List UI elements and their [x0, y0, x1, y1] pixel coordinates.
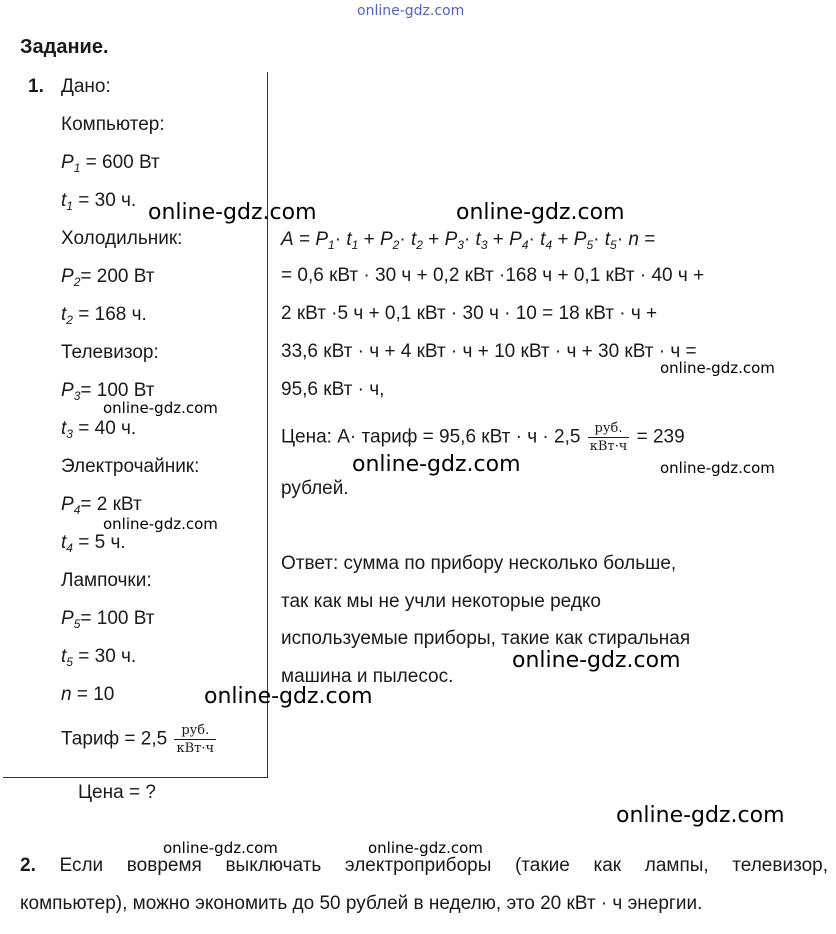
tv-label: Телевизор: — [61, 342, 159, 363]
t1-line: $t_1 = 30$ ч. — [61, 190, 137, 213]
fridge-label: Холодильник: — [61, 228, 183, 249]
watermark: online-gdz.com — [456, 200, 625, 225]
price-unit: рублей. — [281, 478, 349, 499]
find-price: Цена = ? — [78, 782, 156, 803]
t5-line: $t_5 = 30$ ч. — [61, 646, 137, 669]
solution-line-3: 2 кВт ·5 ч + 0,1 кВт · 30 ч · 10 = 18 кВт · ч + — [281, 303, 658, 324]
watermark: online-gdz.com — [368, 839, 483, 857]
p3-line: $P_3= 100$ Вт — [61, 380, 155, 403]
answer-line-4: машина и пылесос. — [281, 666, 454, 687]
given-divider-horizontal — [3, 777, 268, 778]
watermark: online-gdz.com — [616, 803, 785, 828]
lamps-label: Лампочки: — [61, 570, 152, 591]
watermark: online-gdz.com — [103, 399, 218, 417]
watermark: online-gdz.com — [148, 200, 317, 225]
p2-line: $P_2= 200$ Вт — [61, 266, 155, 289]
n-line: n = 10 — [61, 684, 115, 705]
watermark: online-gdz.com — [660, 359, 775, 377]
t4-line: $t_4 = 5$ ч. — [61, 532, 126, 555]
t3-line: $t_3 = 40$ ч. — [61, 418, 137, 441]
tariff-line: Тариф = 2,5 $\frac{\text{руб.}}{\text{кВт·ч}}$ — [61, 723, 215, 756]
solution-line-2: = 0,6 кВт · 30 ч + 0,2 кВт ·168 ч + 0,1 кВт · 40 ч + — [281, 265, 705, 286]
solution-line-4: 33,6 кВт · ч + 4 кВт · ч + 10 кВт · ч + 30 кВт · ч = — [281, 341, 697, 362]
p5-line: $P_5= 100$ Вт — [61, 608, 155, 631]
task2-line-2: компьютер), можно экономить до 50 рублей в неделю, это 20 кВт · ч энергии. — [20, 893, 703, 914]
kettle-label: Электрочайник: — [61, 456, 200, 477]
price-unit-fraction: $\frac{\text{руб.}}{\text{кВт·ч}}$ — [589, 421, 628, 454]
given-divider-vertical — [267, 72, 268, 778]
answer-line-2: так как мы не учли некоторые редко — [281, 591, 602, 612]
watermark: online-gdz.com — [660, 459, 775, 477]
t2-line: $t_2 = 168$ ч. — [61, 304, 147, 327]
answer-line-3: используемые приборы, такие как стиральная — [281, 628, 691, 649]
p1-line: $P_1 = 600$ Вт — [61, 152, 160, 175]
tariff-unit-fraction: $\frac{\text{руб.}}{\text{кВт·ч}}$ — [176, 723, 215, 756]
watermark: online-gdz.com — [352, 452, 521, 477]
task1-number: 1. — [28, 76, 44, 97]
watermark: online-gdz.com — [512, 648, 681, 673]
watermark: online-gdz.com — [163, 839, 278, 857]
watermark-top: online-gdz.com — [357, 3, 465, 19]
watermark: online-gdz.com — [204, 684, 373, 709]
solution-line-1: $A = P_1\cdot t_1 + P_2\cdot t_2 + P_3\cdot t_3 + P_4\cdot t_4 + P_5\cdot t_5\cdot n$ = — [281, 229, 656, 252]
p4-line: $P_4= 2$ кВт — [61, 494, 142, 517]
price-line: Цена: А· тариф = 95,6 кВт · ч · 2,5 $\frac{\text{руб.}}{\text{кВт·ч}}$ = 239 — [281, 421, 685, 454]
task2-line-1: 2. Если вовремя выключать электроприборы (такие как лампы, телевизор, — [20, 855, 828, 876]
solution-line-5: 95,6 кВт · ч, — [281, 379, 385, 400]
watermark: online-gdz.com — [103, 515, 218, 533]
page-heading: Задание. — [20, 36, 109, 58]
answer-line-1: Ответ: сумма по прибору несколько больше, — [281, 553, 677, 574]
given-label: Дано: — [61, 76, 111, 97]
computer-label: Компьютер: — [61, 114, 165, 135]
